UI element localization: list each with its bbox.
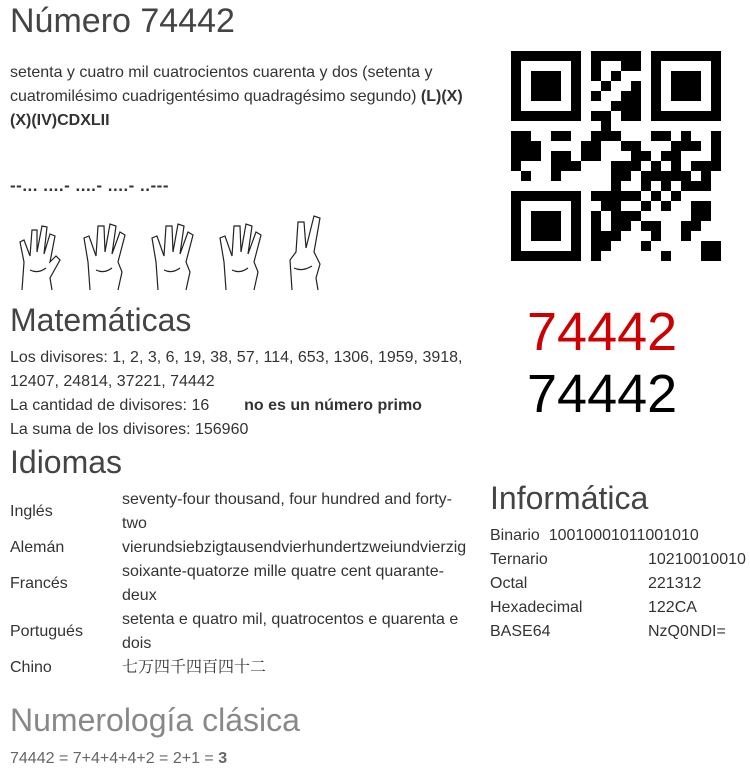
page-title: Número 74442 (10, 2, 235, 40)
two-fingers-icon (290, 216, 320, 290)
computing-value: 10210010010 (648, 551, 746, 568)
language-value: soixante-quatorze mille quatre cent quarante-deux (122, 563, 444, 604)
prime-status: no es un número primo (244, 397, 422, 414)
sign-language-hands (10, 212, 330, 292)
language-name: Alemán (10, 539, 65, 556)
computing-label: BASE64 (490, 623, 551, 640)
computing-table (490, 548, 746, 644)
divisor-count-row (10, 394, 480, 418)
language-row (10, 488, 470, 536)
computing-label: Hexadecimal (490, 599, 583, 616)
language-value: vierundsiebzigtausendvierhundertzweiundvierzig (122, 539, 467, 556)
language-name: Portugués (10, 623, 83, 640)
computing-row (490, 572, 746, 596)
language-value: 七万四千四百四十二 (122, 659, 267, 676)
language-row (10, 560, 470, 608)
divisor-sum: La suma de los divisores: 156960 (10, 421, 249, 438)
computing-row (490, 596, 746, 620)
numerology-heading: Numerología clásica (10, 702, 300, 738)
divisors-line-2: 12407, 24814, 37221, 74442 (10, 373, 215, 390)
computing-value: NzQ0NDI= (648, 623, 726, 640)
morse-code: --... ....- ....- ....- ..--- (10, 176, 169, 195)
language-name: Chino (10, 659, 52, 676)
computing-row (490, 620, 746, 644)
binary-value: 10010001011001010 (548, 527, 699, 544)
four-fingers-icon (84, 224, 125, 290)
number-description (10, 61, 470, 133)
language-row (10, 536, 470, 560)
numerology-formula: 74442 = 7+4+4+4+2 = 2+1 = (10, 750, 219, 767)
computing-value: 221312 (648, 575, 702, 592)
binary-row (490, 524, 699, 548)
language-name: Francés (10, 575, 68, 592)
four-fingers-icon (220, 224, 261, 290)
number-display-red: 74442 (527, 302, 678, 362)
four-fingers-icon (152, 224, 193, 290)
numerology-result: 3 (218, 750, 228, 767)
language-value: seventy-four thousand, four hundred and forty-two (122, 491, 452, 532)
divisor-count: La cantidad de divisores: 16 (10, 397, 210, 414)
computing-label: Ternario (490, 551, 548, 568)
divisors-line-1: Los divisores: 1, 2, 3, 6, 19, 38, 57, 114, 653, 1306, 1959, 3918, (10, 349, 463, 366)
computing-heading: Informática (490, 480, 649, 516)
language-value: setenta e quatro mil, quatrocentos e quarenta e dois (122, 611, 459, 652)
languages-heading: Idiomas (10, 444, 123, 480)
math-heading: Matemáticas (10, 302, 192, 338)
seven-fingers-icon (20, 226, 60, 290)
language-name: Inglés (10, 503, 53, 520)
math-section (10, 346, 480, 442)
computing-row (490, 548, 746, 572)
binary-label: Binario (490, 527, 540, 544)
languages-table (10, 488, 470, 680)
number-words: setenta y cuatro mil cuatrocientos cuarenta y dos (setenta y cuatromilésimo cuadrigentésimo quadragésimo segundo) (10, 64, 433, 105)
roman-numeral: (L)(X)(X)(IV)CDXLII (10, 88, 463, 129)
numerology-row (10, 747, 227, 771)
number-display-black: 74442 (527, 364, 678, 424)
language-row (10, 656, 470, 680)
computing-value: 122CA (648, 599, 697, 616)
computing-label: Octal (490, 575, 528, 592)
qr-code (511, 51, 721, 261)
language-row (10, 608, 470, 656)
